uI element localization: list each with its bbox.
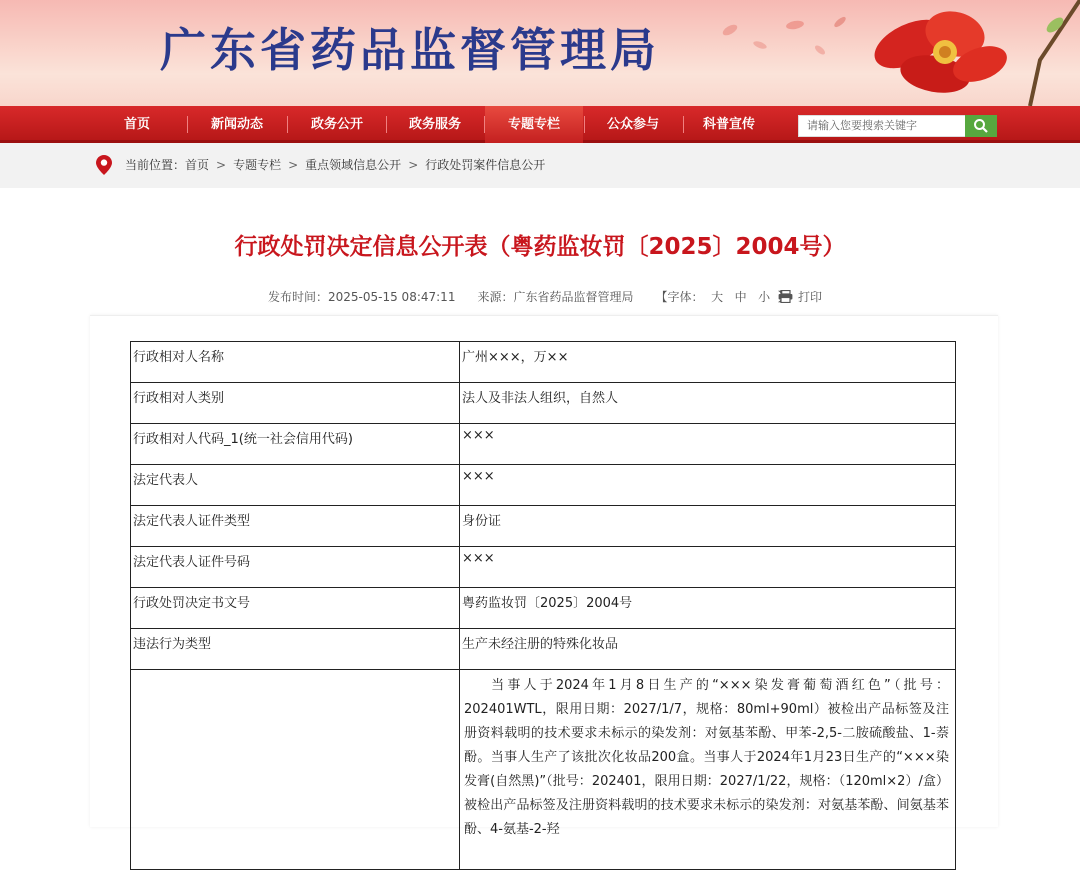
article-meta [268,288,790,305]
search-icon [973,118,989,134]
page-title: 行政处罚决定信息公开表（粤药监妆罚〔2025〕2004号） [234,234,846,260]
breadcrumb-item-penalty-cases[interactable]: 行政处罚案件信息公开 [425,158,546,172]
breadcrumb-separator: > [216,158,227,172]
printer-icon [778,290,793,303]
table-key-cell: 行政相对人名称 [131,342,460,383]
font-size-small[interactable]: 小 [758,290,771,304]
nav-divider [584,116,585,133]
kapok-flower-icon [860,4,1020,104]
breadcrumb-item-key-areas[interactable]: 重点领域信息公开 [305,158,402,172]
table-row [131,424,956,465]
main-nav [0,106,1080,143]
table-value-cell: 生产未经注册的特殊化妆品 [460,629,956,670]
nav-item-public-participation[interactable]: 公众参与 [606,117,659,132]
print-label: 打印 [798,290,823,304]
table-value-cell: 粤药监妆罚〔2025〕2004号 [460,588,956,629]
breadcrumb-prefix: 当前位置： [125,158,186,172]
table-row [131,547,956,588]
nav-divider [683,116,684,133]
table-row [131,465,956,506]
search-input[interactable]: 请输入您要搜索关键字 [798,115,966,137]
font-size-medium[interactable]: 中 [734,290,747,304]
table-key-cell [131,670,460,870]
table-key-cell: 法定代表人证件号码 [131,547,460,588]
table-value-cell: ××× [460,547,956,588]
table-row [131,383,956,424]
table-row [131,670,956,870]
breadcrumb [125,143,545,188]
table-row [131,342,956,383]
breadcrumb-item-home[interactable]: 首页 [185,158,210,172]
location-pin-icon [96,155,112,175]
breadcrumb-bar [0,143,1080,188]
violation-details: 当事人于2024年1月8日生产的“×××染发膏葡萄酒红色”（批号：202401WTL，限用日期：2027/1/7，规格：80ml+90ml）被检出产品标签及注册资料载明的技术要求未标示的染发剂：对氨基苯酚、甲苯-2,5-二胺硫酸盐、1-萘酚。当事人生产了该批次化妆品200盒。当事人于2024年1月23日生产的“×××染发膏(自然黑)”（批号：202401，限用日期：2027/1/22，规格：（120ml×2）/盒）被检出产品标签及注册资料载明的技术要求未标示的染发剂：对氨基苯酚、间氨基苯酚、4-氨基-2-羟 [464,678,949,837]
nav-item-home[interactable]: 首页 [123,117,150,132]
site-title: 广东省药品监督管理局 [160,23,660,77]
table-value-cell: 广州×××，万×× [460,342,956,383]
table-value-cell: 身份证 [460,506,956,547]
table-value-cell [460,670,956,870]
nav-item-news[interactable]: 新闻动态 [210,117,263,132]
font-size-large[interactable]: 大 [711,290,724,304]
table-row [131,506,956,547]
print-button[interactable] [778,288,822,305]
breadcrumb-separator: > [408,158,419,172]
table-key-cell: 行政相对人代码_1(统一社会信用代码) [131,424,460,465]
breadcrumb-item-special-topics[interactable]: 专题专栏 [233,158,282,172]
table-key-cell: 行政相对人类别 [131,383,460,424]
branch-decoration [1000,0,1080,106]
table-row [131,629,956,670]
table-row [131,588,956,629]
nav-item-special-topics[interactable]: 专题专栏 [485,106,583,143]
nav-divider [287,116,288,133]
header-banner [0,0,1080,106]
decorative-petals [700,10,860,70]
nav-divider [386,116,387,133]
font-size-label: 【字体： [655,290,704,304]
nav-item-science[interactable]: 科普宣传 [702,117,755,132]
publish-time: 发布时间：2025-05-15 08:47:11 [268,290,456,304]
table-value-cell: ××× [460,424,956,465]
penalty-info-table [130,341,956,870]
table-key-cell: 法定代表人证件类型 [131,506,460,547]
nav-item-gov-service[interactable]: 政务服务 [408,117,461,132]
table-value-cell: ××× [460,465,956,506]
search-button[interactable] [965,115,997,137]
article-source: 来源：广东省药品监督管理局 [477,290,634,304]
table-key-cell: 行政处罚决定书文号 [131,588,460,629]
nav-divider [187,116,188,133]
table-key-cell: 违法行为类型 [131,629,460,670]
nav-item-gov-open[interactable]: 政务公开 [310,117,363,132]
table-value-cell: 法人及非法人组织，自然人 [460,383,956,424]
table-key-cell: 法定代表人 [131,465,460,506]
breadcrumb-separator: > [288,158,299,172]
